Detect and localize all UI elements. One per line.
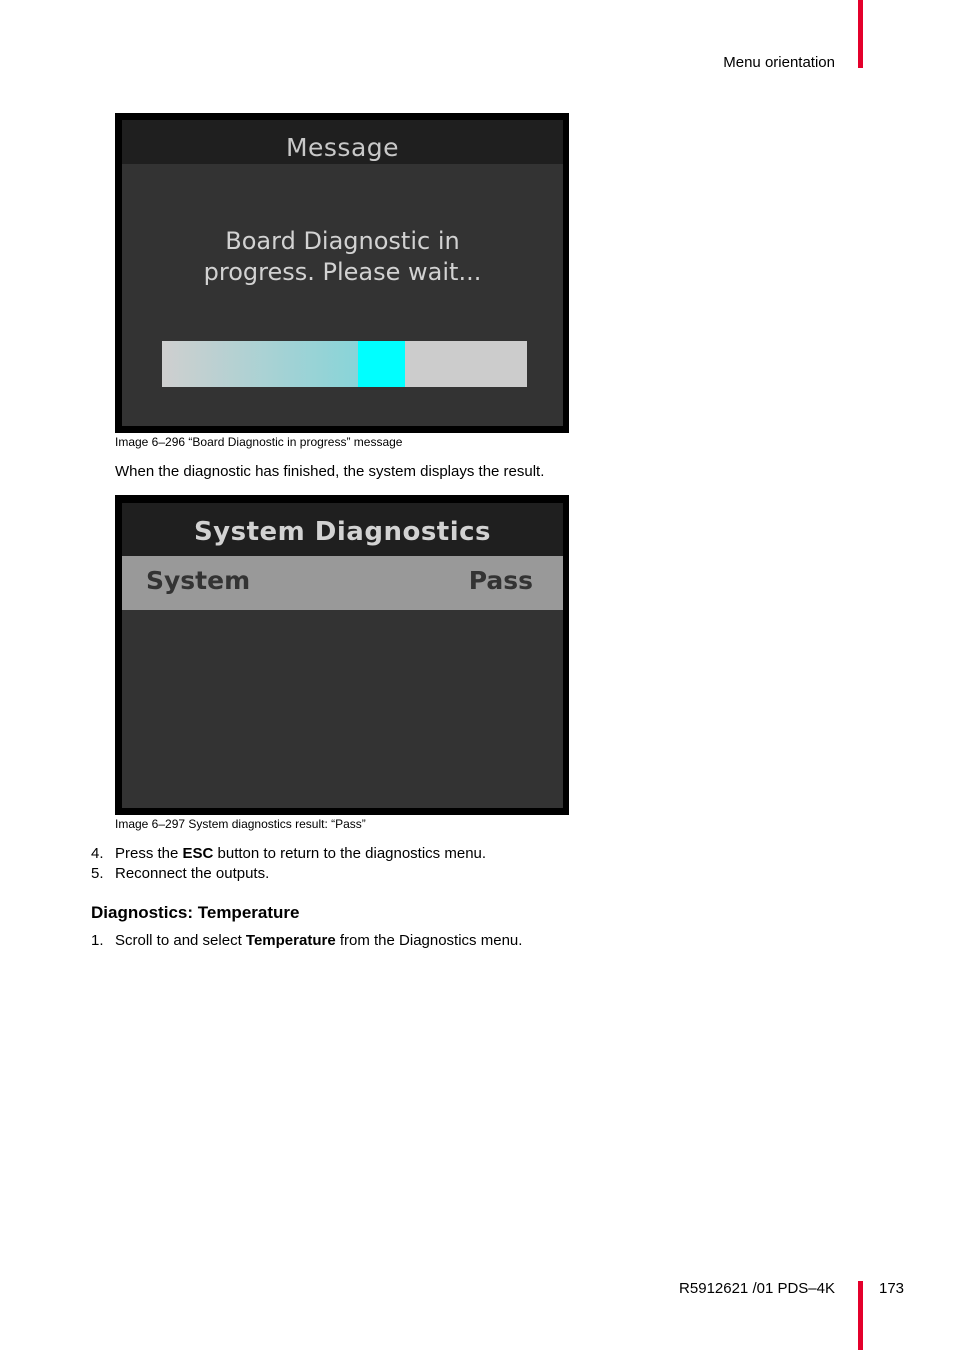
diagnostics-panel xyxy=(122,503,563,808)
progress-fill xyxy=(162,341,358,387)
step-text: Scroll to and select Temperature from the Diagnostics menu. xyxy=(115,932,523,949)
screenshot-progress-message xyxy=(115,113,569,433)
section-heading: Diagnostics: Temperature xyxy=(91,903,300,922)
footer-accent-bar xyxy=(858,1281,863,1350)
page-number: 173 xyxy=(879,1280,905,1297)
dialog-title: Message xyxy=(122,120,563,164)
diagnostics-result-row xyxy=(122,556,563,610)
result-label: System xyxy=(146,566,251,595)
diagnostics-title: System Diagnostics xyxy=(122,503,563,556)
message-line-2: progress. Please wait... xyxy=(203,258,482,286)
message-line-1: Board Diagnostic in xyxy=(225,227,460,255)
body-paragraph: When the diagnostic has finished, the system displays the result. xyxy=(115,463,545,480)
figure-caption-297: Image 6–297 System diagnostics result: “Pass” xyxy=(115,817,366,831)
message-dialog xyxy=(122,120,563,426)
header-accent-bar xyxy=(858,0,863,68)
esc-key-label: ESC xyxy=(182,845,214,862)
section-header: Menu orientation xyxy=(723,54,835,71)
progress-cursor xyxy=(358,341,405,387)
step-text: Press the ESC button to return to the diagnostics menu. xyxy=(115,845,487,862)
document-id: R5912621 /01 PDS–4K xyxy=(679,1280,835,1297)
dialog-message xyxy=(122,226,563,288)
temperature-menu-label: Temperature xyxy=(245,932,336,949)
progress-bar xyxy=(162,341,527,387)
step-number: 4. xyxy=(91,845,104,862)
figure-caption-296: Image 6–296 “Board Diagnostic in progress” message xyxy=(115,435,403,449)
step-number: 1. xyxy=(91,932,104,949)
screenshot-system-diagnostics xyxy=(115,495,569,815)
result-value: Pass xyxy=(468,566,533,595)
step-text: Reconnect the outputs. xyxy=(115,865,270,882)
step-number: 5. xyxy=(91,865,104,882)
